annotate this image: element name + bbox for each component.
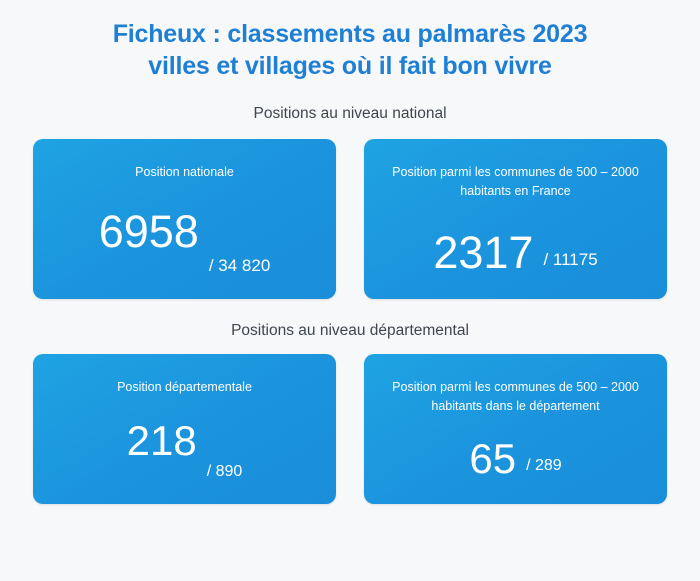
card-value-group [384, 201, 647, 282]
card-total: / 34 820 [208, 256, 271, 275]
page-title-line-1: Ficheux : classements au palmarès 2023 [112, 20, 588, 48]
card-position-communes-france [364, 139, 667, 299]
card-position-nationale [33, 139, 336, 299]
card-total: / 890 [206, 463, 243, 480]
card-value-group [384, 416, 647, 487]
card-total: / 289 [526, 457, 562, 474]
card-value: 218 [126, 417, 197, 465]
card-value-group [53, 397, 316, 486]
page-title [0, 0, 700, 82]
card-label: Position nationale [135, 165, 234, 179]
page-title-line-2: villes et villages où il fait bon vivre [148, 52, 552, 80]
section-label-national: Positions au niveau national [253, 105, 447, 122]
section-label-departemental: Positions au niveau départemental [231, 322, 469, 339]
card-value: 6958 [98, 205, 199, 257]
card-value: 2317 [433, 227, 534, 278]
card-row-national [0, 139, 700, 299]
card-position-departementale [33, 354, 336, 504]
card-total: / 11175 [543, 250, 598, 269]
card-label: Position parmi les communes de 500 – 2000 habitants dans le département [392, 380, 639, 413]
card-value: 65 [469, 435, 517, 482]
card-label: Position parmi les communes de 500 – 2000 habitants en France [392, 165, 639, 198]
card-value-group [53, 182, 316, 281]
card-position-communes-departement [364, 354, 667, 504]
card-label: Position départementale [117, 380, 252, 394]
card-row-departemental [0, 354, 700, 504]
